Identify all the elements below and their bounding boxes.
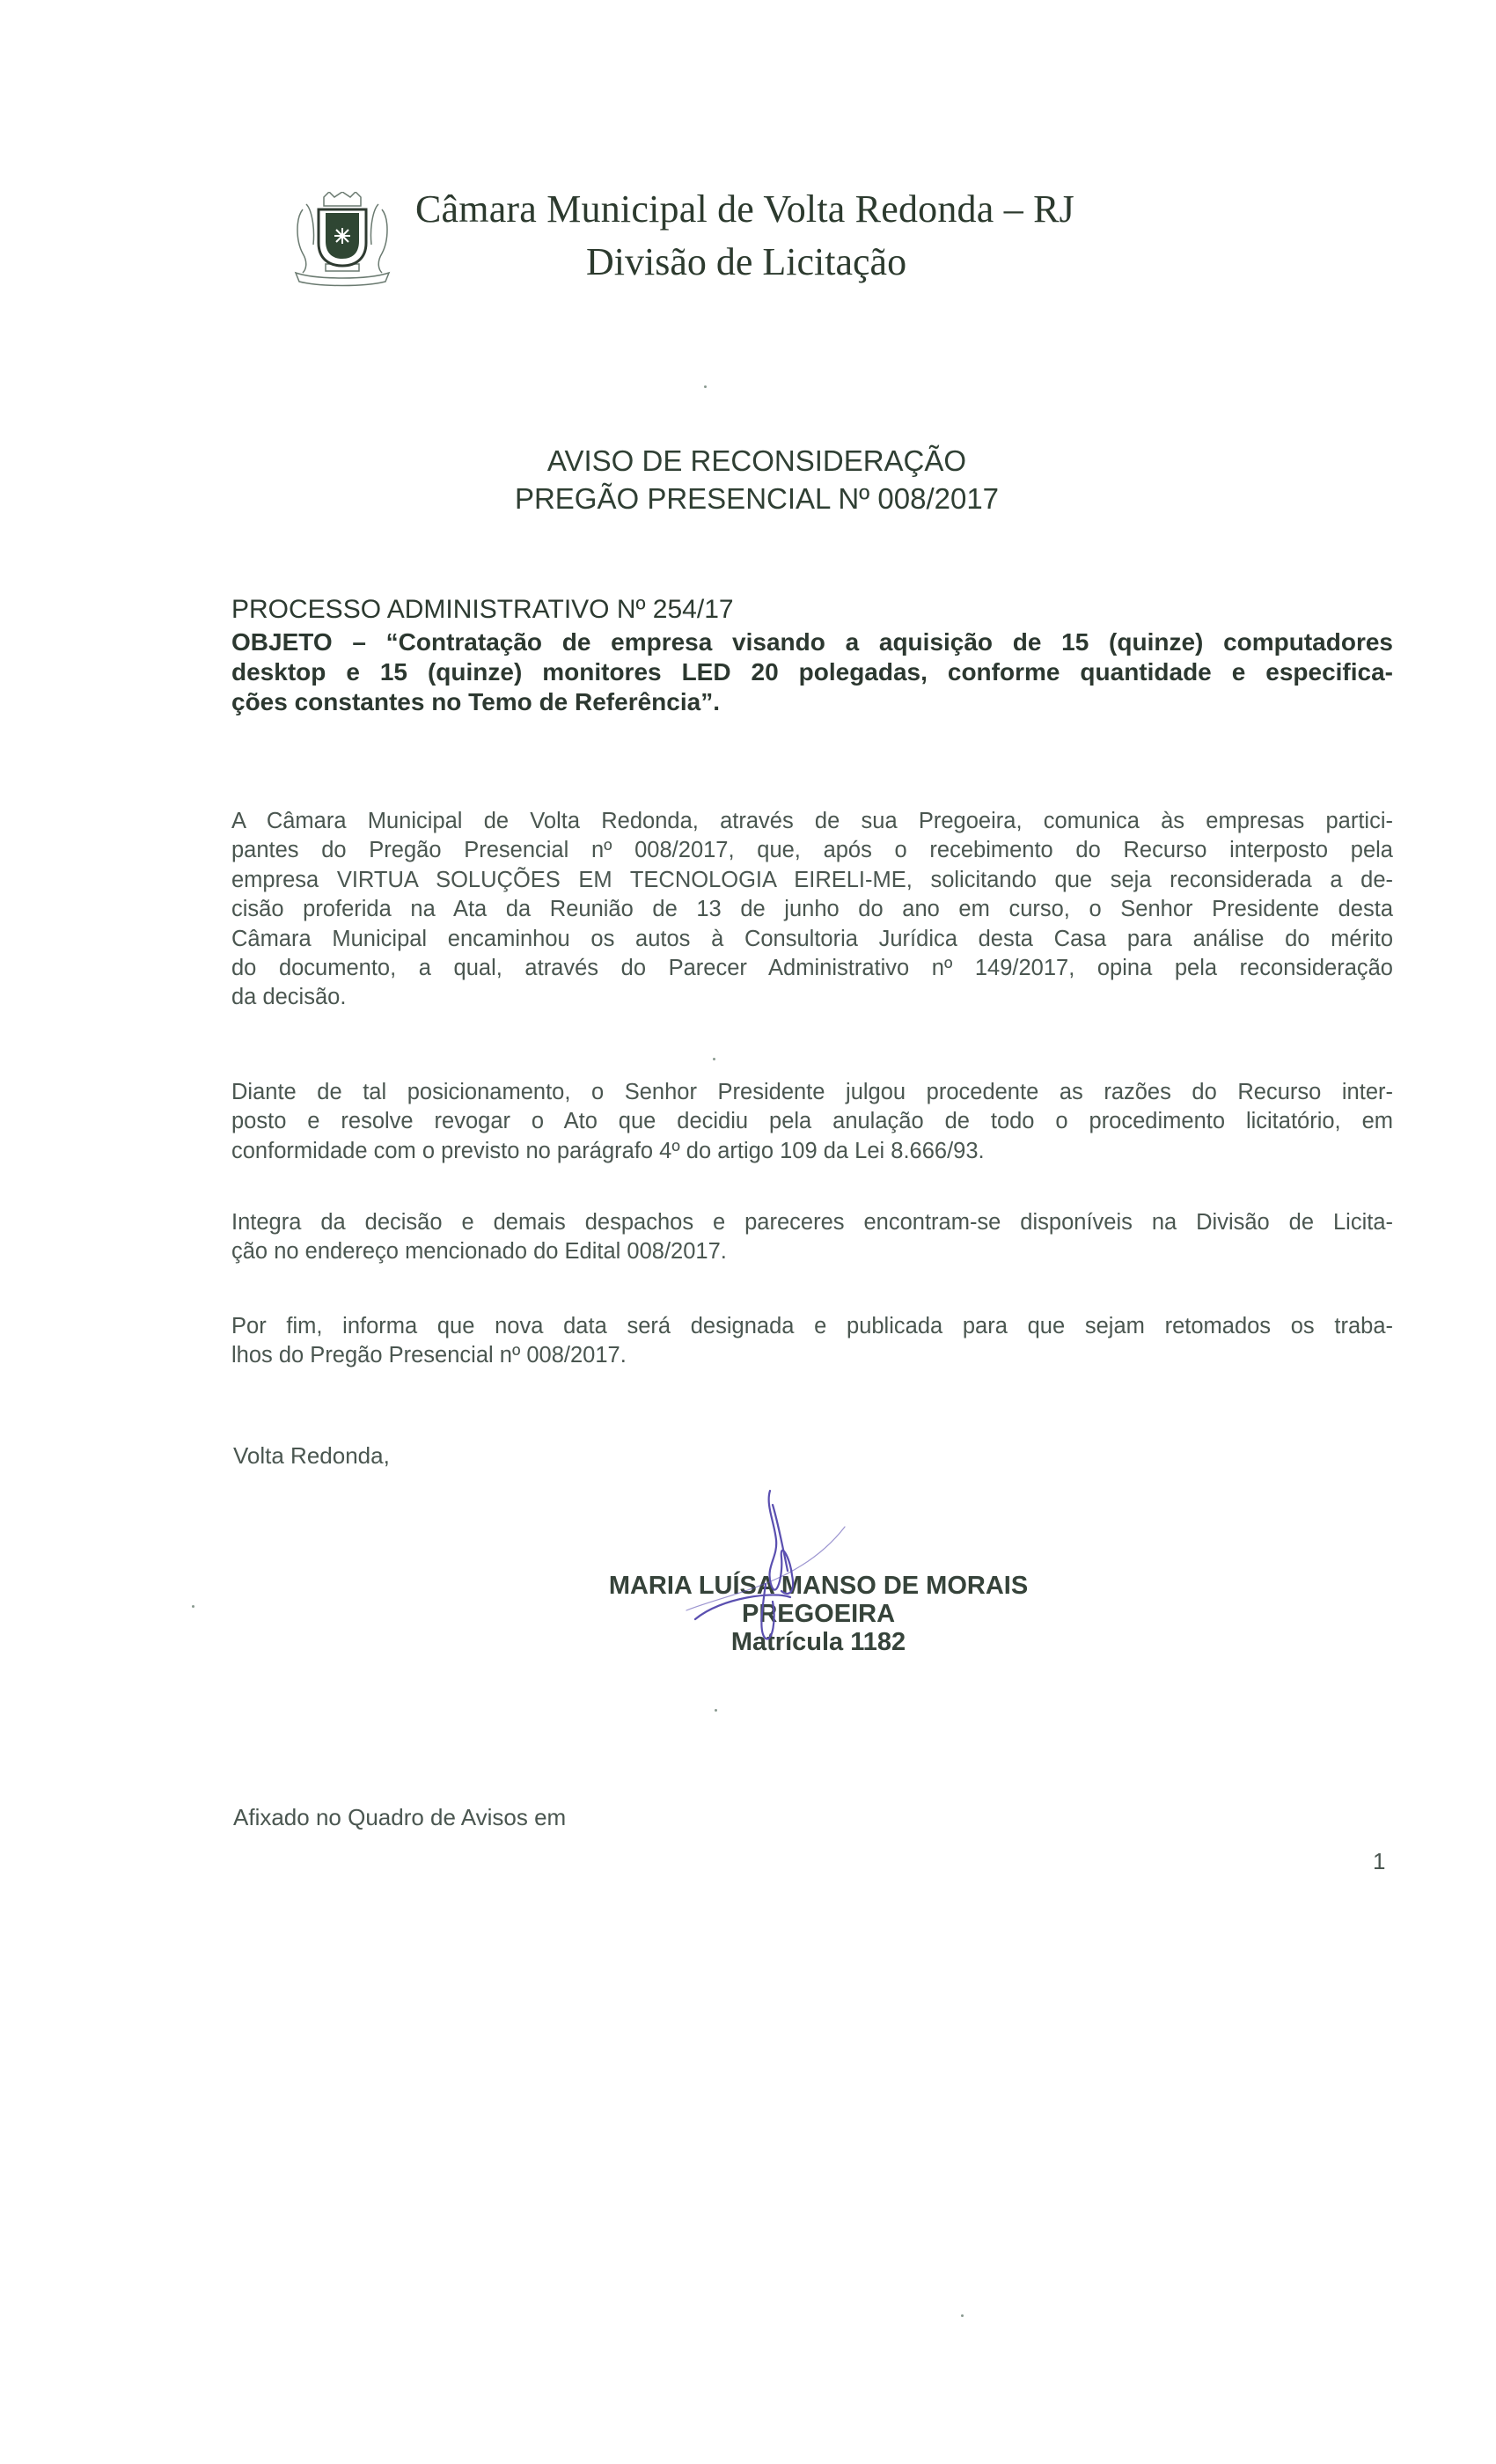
object-line: desktop e 15 (quinze) monitores LED 20 polegadas, conforme quantidade e especifica- xyxy=(231,658,1393,686)
paragraph-4 xyxy=(231,1312,1393,1371)
text-line: Integra da decisão e demais despachos e pareceres encontram-se disponíveis na Divisão de Licita- xyxy=(231,1210,1393,1235)
text-line: Câmara Municipal encaminhou os autos à Consultoria Jurídica desta Casa para análise do mérito xyxy=(231,926,1393,951)
scan-speck xyxy=(192,1605,194,1608)
paragraph-3 xyxy=(231,1208,1393,1267)
coat-of-arms-icon xyxy=(290,192,394,287)
text-line: lhos do Pregão Presencial nº 008/2017. xyxy=(231,1343,627,1368)
signatory-name: MARIA LUÍSA MANSO DE MORAIS xyxy=(608,1572,1029,1600)
scan-speck xyxy=(704,385,707,388)
text-line: Por fim, informa que nova data será designada e publicada para que sejam retomados os traba- xyxy=(231,1314,1393,1338)
signatory-role: PREGOEIRA xyxy=(741,1600,896,1628)
notice-title: AVISO DE RECONSIDERAÇÃO xyxy=(546,444,967,477)
notice-subtitle: PREGÃO PRESENCIAL Nº 008/2017 xyxy=(514,482,1000,515)
page-number: 1 xyxy=(1373,1848,1386,1874)
division-name: Divisão de Licitação xyxy=(586,240,907,283)
paragraph-2 xyxy=(231,1078,1393,1166)
text-line: cisão proferida na Ata da Reunião de 13 de junho do ano em curso, o Senhor Presidente desta xyxy=(231,897,1393,922)
paragraph-1 xyxy=(231,807,1393,1013)
posted-notice-line: Afixado no Quadro de Avisos em xyxy=(233,1804,567,1830)
text-line: empresa VIRTUA SOLUÇÕES EM TECNOLOGIA EIRELI-ME, solicitando que seja reconsiderada a de- xyxy=(231,867,1393,892)
text-line: conformidade com o previsto no parágrafo 4º do artigo 109 da Lei 8.666/93. xyxy=(231,1138,985,1163)
text-line: do documento, a qual, através do Parecer Administrativo nº 149/2017, opina pela reconsideração xyxy=(231,956,1393,981)
text-line: A Câmara Municipal de Volta Redonda, através de sua Pregoeira, comunica às empresas partici- xyxy=(231,809,1393,833)
institution-name: Câmara Municipal de Volta Redonda – RJ xyxy=(415,187,1074,231)
handwritten-signature-icon xyxy=(678,1487,854,1663)
scan-speck xyxy=(713,1058,715,1060)
text-line: da decisão. xyxy=(231,985,347,1010)
scan-speck xyxy=(961,2314,964,2317)
text-line: posto e resolve revogar o Ato que decidiu pela anulação de todo o procedimento licitatório, em xyxy=(231,1109,1393,1134)
text-line: Diante de tal posicionamento, o Senhor Presidente julgou procedente as razões do Recurso inter- xyxy=(231,1080,1393,1104)
process-number: PROCESSO ADMINISTRATIVO Nº 254/17 xyxy=(231,595,734,624)
object-line: ções constantes no Temo de Referência”. xyxy=(231,688,720,715)
text-line: pantes do Pregão Presencial nº 008/2017, que, após o recebimento do Recurso interposto pela xyxy=(231,838,1393,863)
scan-speck xyxy=(715,1709,717,1712)
signatory-registration: Matrícula 1182 xyxy=(730,1628,906,1656)
place-line: Volta Redonda, xyxy=(233,1442,390,1469)
text-line: ção no endereço mencionado do Edital 008/2017. xyxy=(231,1239,727,1265)
object-line: OBJETO – “Contratação de empresa visando a aquisição de 15 (quinze) computadores xyxy=(231,628,1393,656)
object-description xyxy=(231,627,1393,717)
